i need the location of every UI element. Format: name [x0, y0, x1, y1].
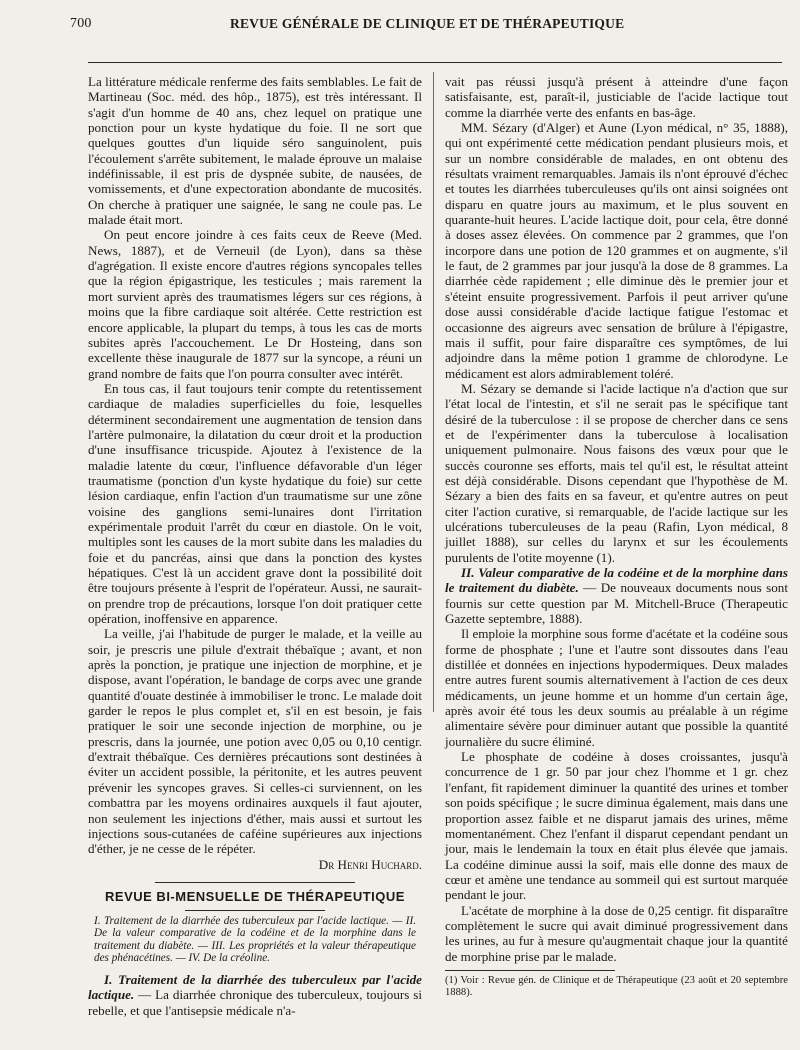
- section-1-text: — La diarrhée chronique des tuberculeux, toujours si rebelle, et que l'antisepsie médicale n'a-: [88, 987, 422, 1018]
- right-column: [445, 74, 788, 999]
- right-paragraph: Il emploie la morphine sous forme d'acétate et la codéine sous forme de phosphate ; l'une et l'autre sont dissoutes dans l'eau distillée et données en injections hypodermiques. Deux malades entre autres furent soumis alternativement à l'action de ces deux médicaments, un jeune homme et un homme d'un certain âge, après avoir été tous les deux soumis au préalable à un régime alimentaire sévère pour diminuer autant que possible la quantité journalière du sucre éliminé.: [445, 626, 788, 749]
- section-rule: [185, 910, 325, 911]
- section-1-heading: I. Traitement de la diarrhée des tuberculeux par l'acide lactique.: [88, 972, 422, 1003]
- column-divider: [433, 72, 434, 712]
- author-signature: Dr Henri Huchard.: [318, 856, 422, 872]
- right-paragraph: vait pas réussi jusqu'à présent à atteindre d'une façon satisfaisante, est, paraît-il, justiciable de l'acide lactique tout comme la diarrhée verte des enfants en bas-âge.: [445, 74, 788, 120]
- page-number: 700: [70, 16, 92, 31]
- right-paragraph: Le phosphate de codéine à doses croissantes, jusqu'à concurrence de 1 gr. 50 par jour chez l'homme et 1 gr. chez l'enfant, fit rapidement diminuer la quantité des urines et tomber son poids spécifique ; le sucre diminua également, mais dans une proportion assez faible et ne disparut jamais des urines, même momentanément. Chez l'enfant il disparut cependant pendant un jour, mais le lendemain la toux en était plus élevée que jamais. La codéine diminue aussi la soif, mais elle donne des maux de cœur et amène une tendance au sommeil qui est surtout marquée pendant le jour.: [445, 749, 788, 903]
- section-2-text: — De nouveaux documents nous sont fournis sur cette question par M. Mitchell-Bruce (Therapeutic Gazette septembre, 1888).: [445, 580, 788, 627]
- section-2-heading: II. Valeur comparative de la codéine et de la morphine dans le traitement du diabète.: [445, 565, 788, 596]
- running-title: REVUE GÉNÉRALE DE CLINIQUE ET DE THÉRAPEUTIQUE: [230, 16, 625, 31]
- left-column: [88, 74, 422, 1018]
- header-rule: [88, 62, 782, 63]
- running-header: [70, 14, 790, 38]
- section-title: REVUE BI-MENSUELLE DE THÉRAPEUTIQUE: [105, 888, 405, 904]
- section-2-intro: [445, 565, 788, 626]
- right-paragraph: MM. Sézary (d'Alger) et Aune (Lyon médical, n° 35, 1888), qui ont expérimenté cette médication pendant plusieurs mois, et sur un nombre considérable de malades, en ont obtenu des résultats vraiment remarquables. Jamais ils n'ont éprouvé d'échec et toutes les diarrhées tuberculeuses qu'ils ont ainsi soignées ont disparu en quatre jours au maximum, et le plus souvent en quarante-huit heures. L'acide lactique doit, pour cela, être donné à doses assez élevées. On commence par 2 grammes, que l'on incorpore dans une potion de 120 grammes et on augmente, s'il le faut, de 2 grammes par jour jusqu'à la dose de 8 grammes. La diarrhée cède rapidement ; elle diminue dès le premier jour et s'éteint ensuite progressivement. Parfois il peut arriver qu'une dose aussi considérable d'acide lactique fatigue l'estomac et occasionne des aigreurs avec sensation de brûlure à l'épigastre, mais il suffit, pour faire disparaître ces symptômes, de lui adjoindre dans la même potion 1 gramme de chlorodyne. Le médicament est alors admirablement toléré.: [445, 120, 788, 381]
- left-paragraph: En tous cas, il faut toujours tenir compte du retentissement cardiaque de maladies superficielles du foie, lesquelles déterminent secondairement une augmentation de tension dans l'artère pulmonaire, la dilatation du cœur droit et la production d'une insuffisance tricuspide. Ajoutez à l'existence de la maladie latente du cœur, l'influence défavorable d'un léger traumatisme (ponction d'un kyste hydatique du foie) sur cette lésion cardiaque, enfin l'action d'un traumatisme sur une zône voisine des ganglions semi-lunaires dont l'irritation expérimentale produit l'arrêt du cœur en diastole. On le voit, multiples sont les causes de la mort subite dans les maladies du foie et du pancréas, ainsi que dans la ponction des kystes hépatiques. C'est là un accident grave dont la possibilité doit être toujours présente à l'esprit de l'opérateur. Aussi, ne saurait-on prendre trop de précautions, lorsque l'on doit pratiquer cette opération, inoffensive en apparence.: [88, 380, 422, 627]
- footnote: (1) Voir : Revue gén. de Clinique et de Thérapeutique (23 août et 20 septembre 1888).: [445, 974, 788, 998]
- left-paragraph: La littérature médicale renferme des faits semblables. Le fait de Martineau (Soc. méd. des hôp., 1875), est très intéressant. Il s'agit d'un homme de 40 ans, chez lequel on pratique une ponction pour un kyste hydatique du foie. Il ne sort que quelques gouttes d'un liquide séro sanguinolent, puis l'écoulement s'arrête subitement, le malade éprouve un malaise indéfinissable, il est pris de dyspnée subite, de nausées, de vomissements, et d'une expectoration abondante de mucosités. On cherche à pratiquer une saignée, le sang ne coule pas. Le malade était mort.: [88, 74, 422, 228]
- left-paragraph: On peut encore joindre à ces faits ceux de Reeve (Med. News, 1887), et de Verneuil (de Lyon), dans sa thèse d'agrégation. Il existe encore d'autres régions syncopales telles que la région épigastrique, les testicules ; mais rarement la mort survient après des traumatismes légers sur ces régions, à moins que la fibre cardiaque soit altérée. Cette restriction est encore applicable, la plupart du temps, à tous les cas de morts subites après l'accouchement. Le Dr Hosteing, dans son excellente thèse inaugurale de 1877 sur la syncope, a réuni un grand nombre de faits que l'on pourra consulter avec intérêt.: [88, 227, 422, 381]
- section-rule: [155, 882, 355, 883]
- right-paragraph: M. Sézary se demande si l'acide lactique n'a d'action que sur l'état local de l'intestin, et s'il ne serait pas le spécifique tant désiré de la tuberculose : il se propose de chercher dans ce sens et de l'expérimenter dans la tuberculose à localisation uniquement pulmonaire. Nous faisons des vœux pour que le succès couronne ses efforts, mais tel qu'il est, le résultat atteint est déjà considérable. Disons cependant que l'hypothèse de M. Sézary a bien des faits en sa faveur, et qu'entre autres on peut citer l'action curative, si remarquable, de l'acide lactique sur les ulcérations tuberculeuses de la peau (Rafin, Lyon médical, 8 juillet 1888), sur celles du larynx et sur les écoulements purulents de l'otite moyenne (1).: [445, 380, 788, 565]
- left-paragraph: La veille, j'ai l'habitude de purger le malade, et la veille au soir, je prescris une pilule d'extrait thébaïque ; avant, et non après la ponction, je pratique une injection de morphine, et je dispose, avant l'opération, le bandage de corps avec une grande quantité d'ouate destinée à immobiliser le tronc. Le malade doit garder le repos le plus complet et, s'il en est besoin, je fais pratiquer le soir une seconde injection de morphine, ou je prescris, dans la journée, une potion avec 0,05 ou 0,10 centigr. d'extrait thébaïque. Ces dernières précautions sont destinées à éviter un accident possible, la péritonite, et les autres peuvent prévenir les syncopes graves. Si celles-ci surviennent, on les combattra par les moyens ordinaires auxquels il faut ajouter, non seulement les injections d'éther, mais aussi et surtout les injections sous-cutanées de caféine supérieures aux injections d'éther, je ne cesse de le répéter.: [88, 626, 422, 857]
- right-paragraph: L'acétate de morphine à la dose de 0,25 centigr. fit disparaître complètement le sucre qui avait diminué progressivement dans les urines, au fur à mesure qu'augmentait chaque jour la quantité de morphine prise par le malade.: [445, 902, 788, 964]
- section-1-intro: [88, 972, 422, 1018]
- footnote-rule: [445, 970, 615, 971]
- contents-summary: I. Traitement de la diarrhée des tuberculeux par l'acide lactique. — II. De la valeur comparative de la codéine et de la morphine dans le traitement du diabète. — III. Les propriétés et la valeur thérapeutique des phénacétines. — IV. De la créoline.: [94, 915, 416, 964]
